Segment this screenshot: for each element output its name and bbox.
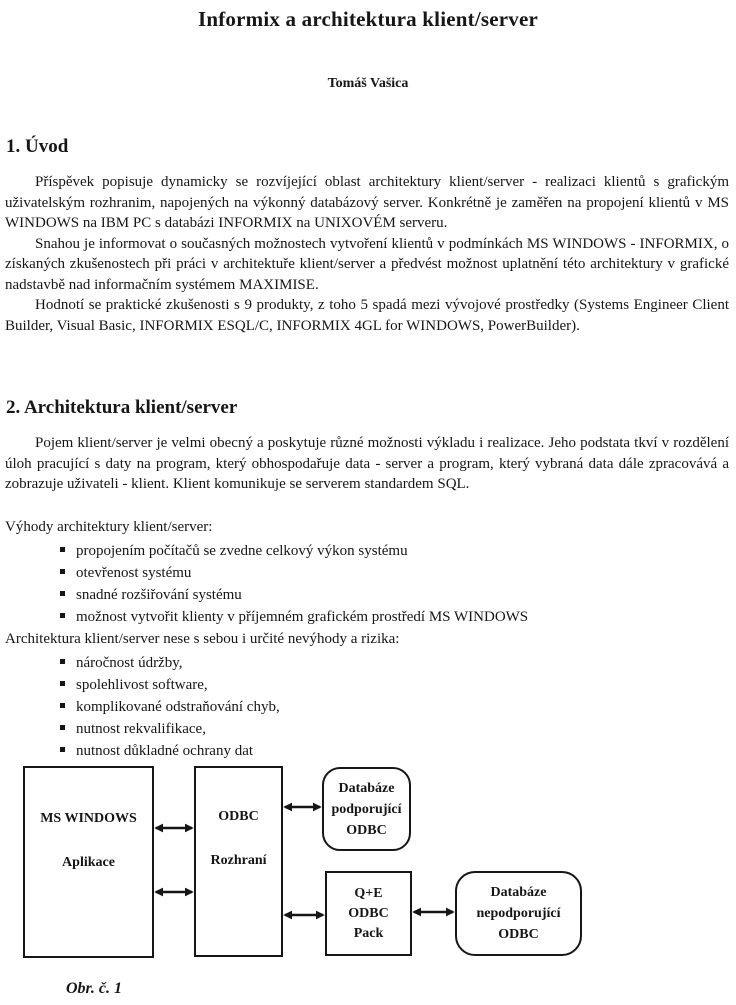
list-item-text: spolehlivost software, — [76, 677, 208, 693]
list-item — [60, 606, 726, 628]
list-item — [60, 740, 726, 762]
bullet-square-icon — [60, 725, 65, 730]
box-label: MS WINDOWS — [40, 811, 137, 826]
diagram-box-qe-odbc-pack — [325, 871, 412, 956]
box-label: ODBC — [498, 927, 539, 942]
bullet-square-icon — [60, 569, 65, 574]
bullet-square-icon — [60, 681, 65, 686]
page-title: Informix a architektura klient/server — [197, 7, 539, 31]
list-item — [60, 562, 726, 584]
disadvantages-list — [60, 652, 726, 762]
box-label: Aplikace — [62, 855, 115, 870]
box-label: Rozhraní — [210, 853, 267, 868]
box-label: podporující — [331, 801, 402, 817]
bullet-square-icon — [60, 747, 65, 752]
diagram-box-database-supporting-odbc — [322, 767, 411, 851]
list-item-text: otevřenost systému — [76, 565, 192, 581]
figure-caption: Obr. č. 1 — [66, 980, 122, 997]
list-item-text: komplikované odstraňování chyb, — [76, 699, 280, 715]
bullet-square-icon — [60, 703, 65, 708]
author-name: Tomáš Vašica — [327, 76, 409, 91]
box-label: Databáze — [338, 780, 395, 796]
box-label: Databáze — [490, 885, 547, 900]
paragraph-arch-1: Pojem klient/server je velmi obecný a poskytuje různé možnosti výkladu i realizace. Jeho podstata tkví v rozdělení úloh pracující s daty na program, který obhospodařuje data - server a program, který vybraná data dále zpracovává a zobrazuje uživateli - klient. Klient komunikuje se serverem standardem SQL. — [5, 435, 729, 492]
list-item-text: propojením počítačů se zvedne celkový výkon systému — [76, 543, 408, 559]
diagram-box-odbc-interface — [194, 766, 283, 957]
list-item — [60, 584, 726, 606]
paragraph-uvod-1: Příspěvek popisuje dynamicky se rozvíjející oblast architektury klient/server - realizaci klientů s grafickým uživatelským rozhranim, napojených na výkonný databázový server. Konkrétně je zaměřen na propojení klientů v MS WINDOWS na IBM PC s databázi INFORMIX na UNIXOVÉM serveru. — [5, 174, 729, 231]
diagram-box-ms-windows-application — [23, 766, 154, 958]
section-2-body — [5, 433, 729, 495]
bullet-square-icon — [60, 547, 65, 552]
box-label: ODBC — [348, 905, 389, 921]
bullet-square-icon — [60, 659, 65, 664]
disadvantages-intro: Architektura klient/server nese s sebou i určité nevýhody a rizika: — [5, 631, 400, 647]
box-label: ODBC — [346, 822, 387, 838]
list-item-text: možnost vytvořit klienty v příjemném grafickém prostředí MS WINDOWS — [76, 609, 529, 625]
list-item — [60, 652, 726, 674]
section-1-body — [5, 172, 729, 336]
list-item — [60, 696, 726, 718]
box-label: Q+E — [354, 885, 383, 901]
section-1-heading: 1. Úvod — [6, 136, 69, 157]
box-label: ODBC — [218, 809, 259, 824]
list-item — [60, 540, 726, 562]
diagram-box-database-not-supporting-odbc — [455, 871, 582, 956]
advantages-intro: Výhody architektury klient/server: — [5, 519, 213, 535]
box-label: Pack — [353, 925, 384, 941]
paragraph-uvod-2: Snahou je informovat o současných možnostech vytvoření klientů v podmínkách MS WINDOWS - INFORMIX, o získaných zkušenostech při práci v architektuře klient/server a předvést možnost uplatnění této architektury v grafické nadstavbě nad informačním systémem MAXIMISE. — [5, 235, 729, 293]
list-item-text: nutnost důkladné ochrany dat — [76, 743, 254, 759]
architecture-diagram — [0, 760, 736, 1005]
list-item — [60, 674, 726, 696]
list-item-text: nutnost rekvalifikace, — [76, 721, 206, 737]
paragraph-uvod-3: Hodnotí se praktické zkušenosti s 9 produkty, z toho 5 spadá mezi vývojové prostředky (Systems Engineer Client Builder, Visual Basic, INFORMIX ESQL/C, INFORMIX 4GL for WINDOWS, PowerBuilder). — [5, 297, 729, 334]
bullet-square-icon — [60, 613, 65, 618]
advantages-list — [60, 540, 726, 628]
bullet-square-icon — [60, 591, 65, 596]
section-2-heading: 2. Architektura klient/server — [6, 397, 238, 418]
list-item-text: snadné rozšiřování systému — [76, 587, 242, 603]
box-label: nepodporující — [476, 906, 561, 921]
list-item — [60, 718, 726, 740]
list-item-text: náročnost údržby, — [76, 655, 183, 671]
